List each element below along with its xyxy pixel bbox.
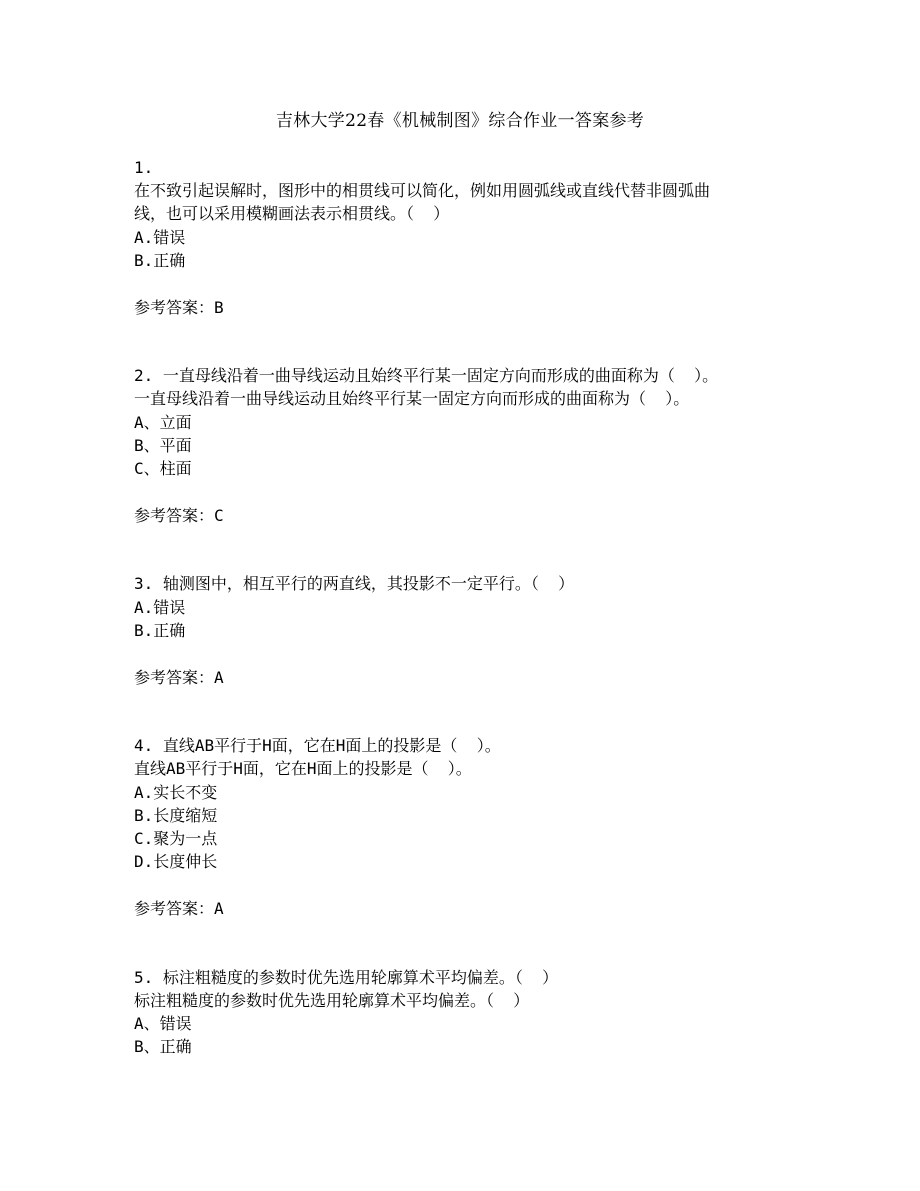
question-4-answer: 参考答案：A	[134, 899, 224, 919]
question-5-option-b: B、正确	[134, 1037, 192, 1057]
question-2-option-b: B、平面	[134, 435, 192, 455]
question-1-option-b: B.正确	[134, 250, 186, 270]
question-1-answer: 参考答案：B	[134, 298, 224, 318]
question-1	[134, 156, 794, 319]
question-3-option-a: A.错误	[134, 597, 186, 617]
question-2-number: 2. 一直母线沿着一曲导线运动且始终平行某一固定方向而形成的曲面称为（ ）。	[134, 366, 719, 386]
question-5-number: 5. 标注粗糙度的参数时优先选用轮廓算术平均偏差。（ ）	[134, 967, 559, 987]
question-3-answer: 参考答案：A	[134, 668, 224, 688]
question-4-option-a: A.实长不变	[134, 782, 218, 802]
question-separator	[134, 689, 794, 734]
question-5-option-a: A、错误	[134, 1014, 192, 1034]
question-5	[134, 966, 794, 1059]
question-separator	[134, 319, 794, 364]
question-3	[134, 572, 794, 689]
question-1-stem-line-2: 线，也可以采用模糊画法表示相贯线。（ ）	[134, 204, 450, 224]
question-list	[134, 156, 794, 1058]
question-4-number: 4. 直线AB平行于H面，它在H面上的投影是（ ）。	[134, 736, 501, 756]
question-5-stem-line-1: 标注粗糙度的参数时优先选用轮廓算术平均偏差。（ ）	[134, 990, 530, 1010]
question-separator	[134, 921, 794, 966]
question-4-option-d: D.长度伸长	[134, 852, 218, 872]
question-4-stem-line-1: 直线AB平行于H面，它在H面上的投影是（ ）。	[134, 759, 472, 779]
question-1-stem-line-1: 在不致引起误解时，图形中的相贯线可以简化，例如用圆弧线或直线代替非圆弧曲	[134, 181, 711, 201]
question-2-option-c: C、柱面	[134, 459, 192, 479]
document-title: 吉林大学22春《机械制图》综合作业一答案参考	[275, 111, 645, 131]
question-1-option-a: A.错误	[134, 227, 186, 247]
question-4-option-c: C.聚为一点	[134, 829, 218, 849]
question-2-stem-line-1: 一直母线沿着一曲导线运动且始终平行某一固定方向而形成的曲面称为（ ）。	[134, 389, 690, 409]
question-separator	[134, 527, 794, 572]
question-1-number: 1.	[134, 158, 154, 177]
question-3-number: 3. 轴测图中，相互平行的两直线，其投影不一定平行。（ ）	[134, 574, 575, 594]
question-2-option-a: A、立面	[134, 412, 192, 432]
question-3-option-b: B.正确	[134, 620, 186, 640]
question-2	[134, 364, 794, 527]
question-4-option-b: B.长度缩短	[134, 805, 218, 825]
question-4	[134, 734, 794, 920]
question-2-answer: 参考答案：C	[134, 506, 224, 526]
